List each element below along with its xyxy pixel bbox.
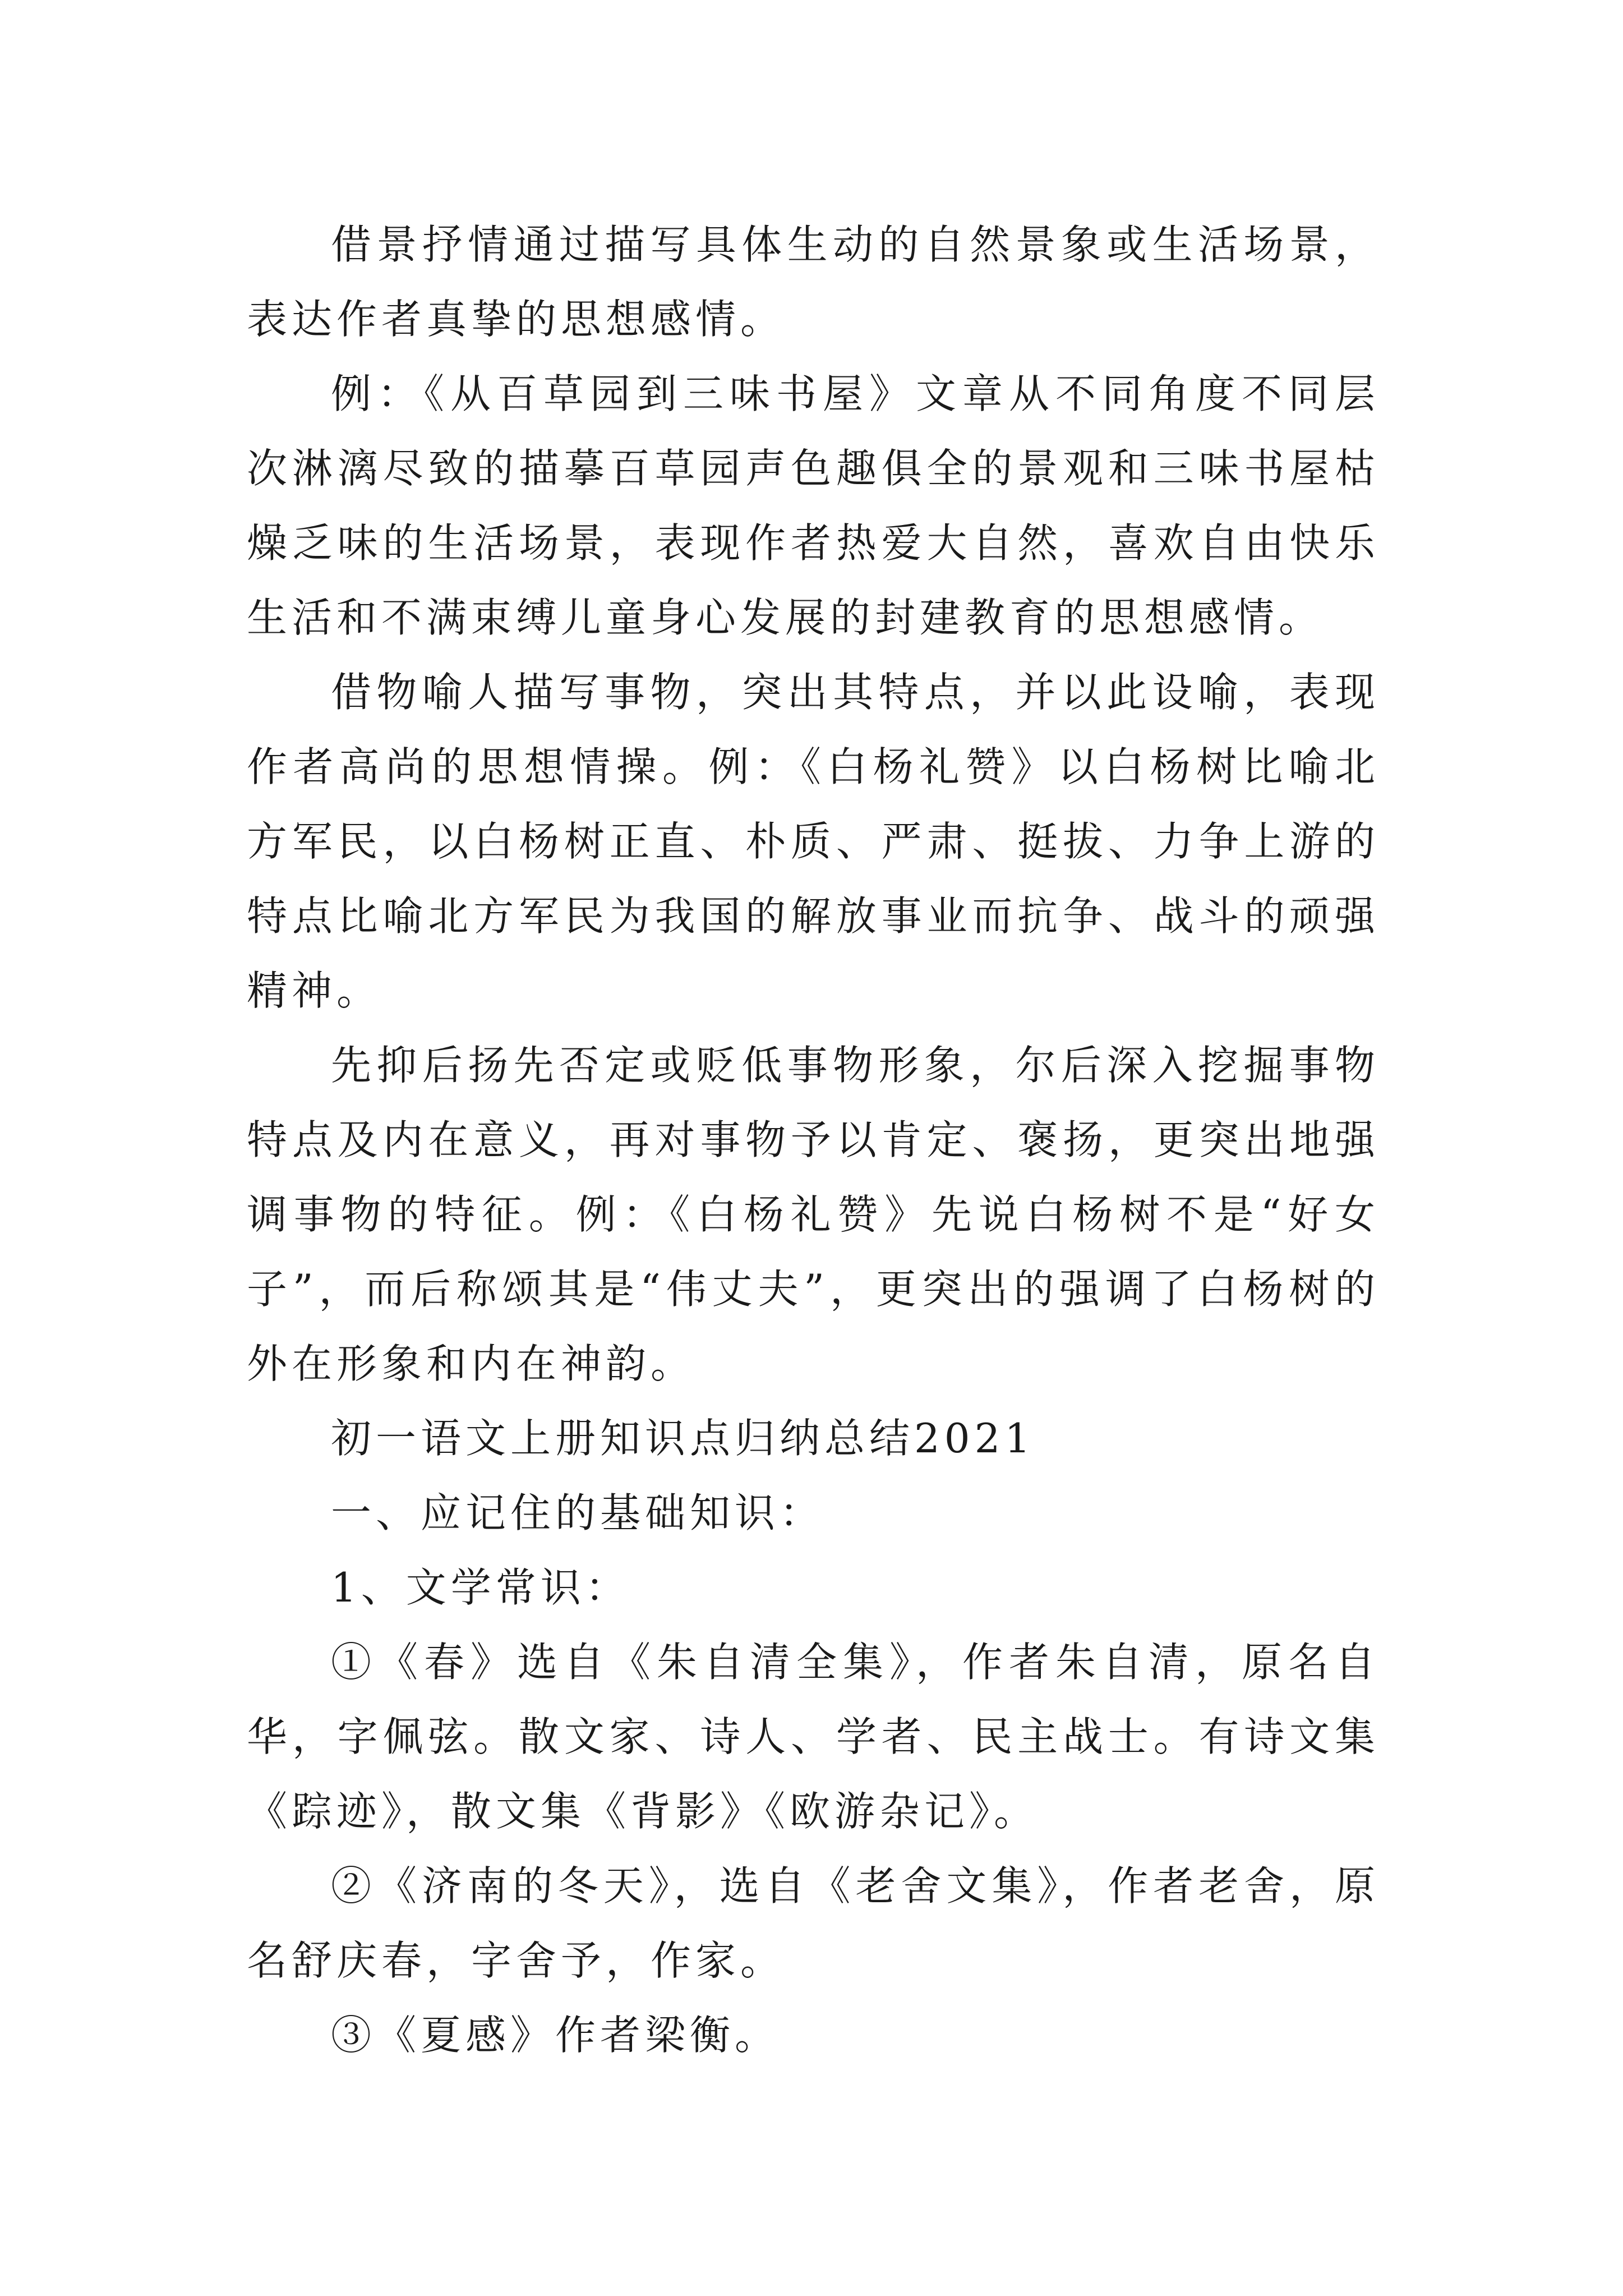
paragraph-example-baicaoyuan: 例：《从百草园到三味书屋》文章从不同角度不同层次淋漓尽致的描摹百草园声色趣俱全的景观和三味书屋枯燥乏味的生活场景，表现作者热爱大自然，喜欢自由快乐生活和不满束缚儿童身心发展的封建教育的思想感情。 <box>247 370 1380 641</box>
list-item-xiagan: ③《夏感》作者梁衡。 <box>331 2012 780 2059</box>
subheading-literary-knowledge: 1、文学常识： <box>331 1564 630 1611</box>
paragraph-lyric-through-scenery: 借景抒情通过描写具体生动的自然景象或生活场景，表达作者真挚的思想感情。 <box>247 221 1380 343</box>
paragraph-object-metaphor: 借物喻人描写事物，突出其特点，并以此设喻，表现作者高尚的思想情操。例：《白杨礼赞》以白杨树比喻北方军民，以白杨树正直、朴质、严肃、挺拔、力争上游的特点比喻北方军民为我国的解放事业而抗争、战斗的顽强精神。 <box>247 669 1380 1014</box>
document-body <box>247 208 1380 2073</box>
list-item-chun: ①《春》选自《朱自清全集》，作者朱自清，原名自华，字佩弦。散文家、诗人、学者、民主战士。有诗文集《踪迹》，散文集《背影》《欧游杂记》。 <box>247 1639 1380 1835</box>
section-heading-basics: 一、应记住的基础知识： <box>331 1489 825 1536</box>
paragraph-suppress-then-praise: 先抑后扬先否定或贬低事物形象，尔后深入挖掘事物特点及内在意义，再对事物予以肯定、褒扬，更突出地强调事物的特征。例：《白杨礼赞》先说白杨树不是“好女子”，而后称颂其是“伟丈夫”，更突出的强调了白杨树的外在形象和内在神韵。 <box>247 1042 1380 1387</box>
list-item-jinan-winter: ②《济南的冬天》，选自《老舍文集》，作者老舍，原名舒庆春，字舍予，作家。 <box>247 1862 1380 1984</box>
section-title: 初一语文上册知识点归纳总结2021 <box>331 1415 1035 1462</box>
